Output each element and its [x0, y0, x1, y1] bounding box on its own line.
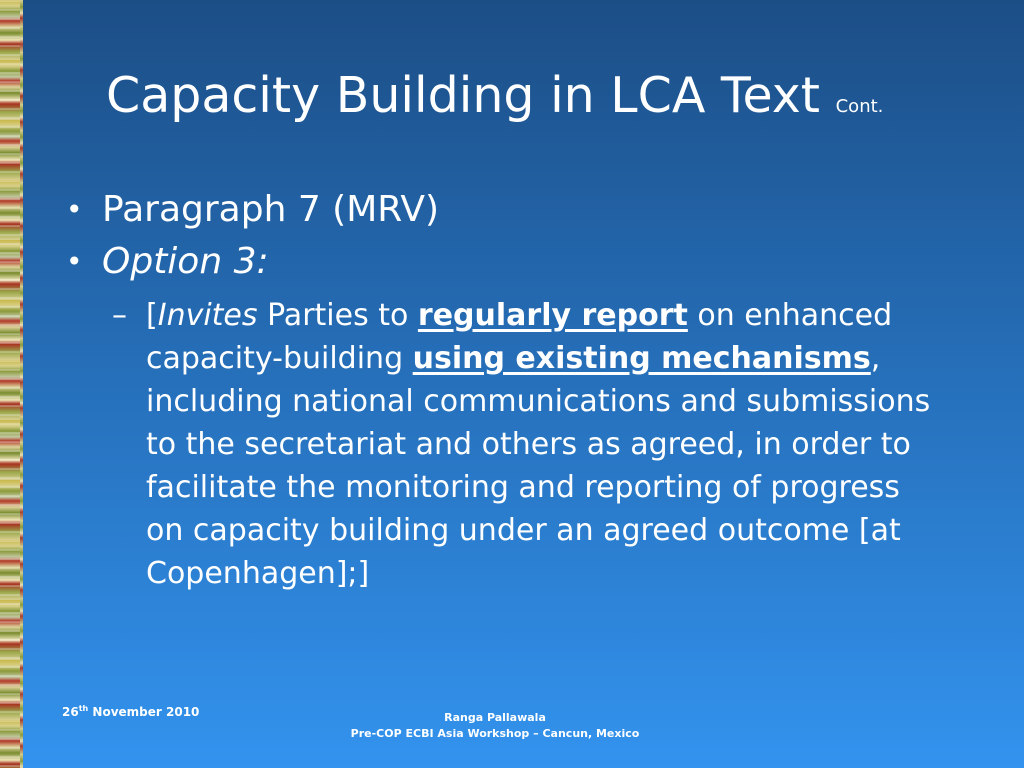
slide-title-suffix: Cont.	[835, 96, 884, 117]
footer-author: Ranga Pallawala	[444, 711, 546, 724]
footer-date-rest: November 2010	[88, 705, 200, 719]
dash-icon: –	[112, 298, 127, 333]
bullet-dot-icon: •	[66, 245, 83, 278]
footer-event: Pre-COP ECBI Asia Workshop – Cancun, Mexico	[350, 727, 640, 740]
parties-to-text: Parties to	[257, 298, 418, 333]
invites-word: Invites	[157, 298, 258, 333]
bullet-option-3	[66, 236, 966, 288]
footer-date-day: 26	[62, 705, 79, 719]
slide-title	[106, 64, 883, 139]
using-existing-mechanisms-emphasis: using existing mechanisms	[412, 341, 871, 376]
bullet-dot-icon: •	[66, 193, 83, 226]
footer-presenter	[340, 710, 650, 742]
footer-date	[62, 704, 199, 719]
regularly-report-emphasis: regularly report	[417, 298, 688, 333]
rest-of-sentence: , including national communications and submissions to the secretariat and others as agreed, in order to facilitate the monitoring and reporting of progress on capacity building under an agreed outcome [at Copenhagen];]	[146, 341, 931, 591]
bullet-text: Option 3:	[102, 241, 269, 282]
decorative-border-strip	[0, 0, 20, 768]
open-bracket: [	[146, 298, 158, 333]
subbullet-invites-parties	[112, 294, 946, 595]
footer-date-suffix: th	[78, 704, 89, 713]
enhanced-cb-text: on enhanced capacity-building	[146, 298, 893, 376]
slide-body	[66, 184, 966, 595]
bullet-paragraph-7	[66, 184, 966, 236]
slide-title-text: Capacity Building in LCA Text	[106, 67, 821, 124]
subbullet-text	[146, 298, 930, 591]
bullet-text: Paragraph 7 (MRV)	[102, 189, 440, 230]
